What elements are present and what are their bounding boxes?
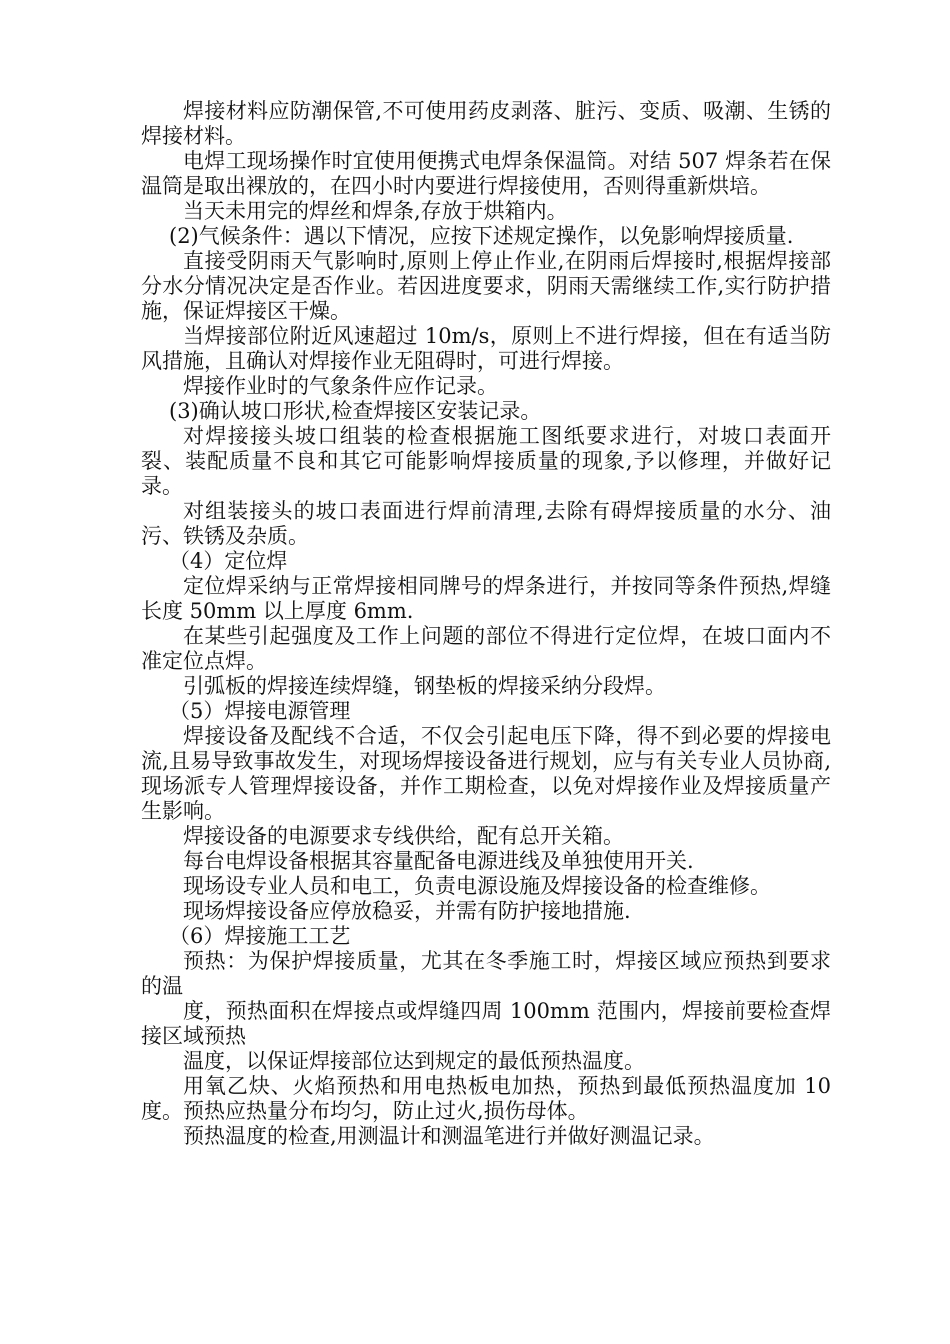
paragraph: 当焊接部位附近风速超过 10m/s，原则上不进行焊接，但在有适当防风措施，且确认对焊接作业无阻碍时，可进行焊接。 <box>141 324 831 373</box>
paragraph: 现场焊接设备应停放稳妥，并需有防护接地措施. <box>183 899 631 923</box>
paragraph: 度，预热面积在焊接点或焊缝四周 100mm 范围内，焊接前要检查焊接区域预热 <box>141 999 831 1048</box>
paragraph: 对焊接接头坡口组装的检查根据施工图纸要求进行，对坡口表面开裂、装配质量不良和其它可能影响焊接质量的现象,予以修理，并做好记录。 <box>141 424 831 498</box>
paragraph: 在某些引起强度及工作上问题的部位不得进行定位焊，在坡口面内不准定位点焊。 <box>141 624 831 673</box>
section-heading: （6）焊接施工工艺 <box>169 924 351 948</box>
section-heading: (2)气候条件：遇以下情况，应按下述规定操作，以免影响焊接质量. <box>169 224 794 248</box>
section-heading: （5）焊接电源管理 <box>169 699 351 723</box>
paragraph: 当天未用完的焊丝和焊条,存放于烘箱内。 <box>183 199 568 223</box>
paragraph: 预热温度的检查,用测温计和测温笔进行并做好测温记录。 <box>183 1124 715 1148</box>
paragraph: 直接受阴雨天气影响时,原则上停止作业,在阴雨后焊接时,根据焊接部分水分情况决定是否作业。若因进度要求，阴雨天需继续工作,实行防护措施，保证焊接区干燥。 <box>141 249 831 323</box>
paragraph: 对组装接头的坡口表面进行焊前清理,去除有碍焊接质量的水分、油污、铁锈及杂质。 <box>141 499 831 548</box>
paragraph: 定位焊采纳与正常焊接相同牌号的焊条进行，并按同等条件预热,焊缝长度 50mm 以上厚度 6mm. <box>141 574 831 623</box>
paragraph: 引弧板的焊接连续焊缝，钢垫板的焊接采纳分段焊。 <box>183 674 666 698</box>
section-heading: （4）定位焊 <box>169 549 288 573</box>
paragraph: 用氧乙炔、火焰预热和用电热板电加热，预热到最低预热温度加 10 度。预热应热量分布均匀，防止过火,损伤母体。 <box>141 1074 831 1123</box>
paragraph: 电焊工现场操作时宜使用便携式电焊条保温筒。对结 507 焊条若在保温筒是取出裸放的，在四小时内要进行焊接使用，否则得重新烘培。 <box>141 149 831 198</box>
paragraph: 每台电焊设备根据其容量配备电源进线及单独使用开关. <box>183 849 694 873</box>
paragraph: 焊接设备及配线不合适，不仅会引起电压下降，得不到必要的焊接电流,且易导致事故发生，对现场焊接设备进行规划，应与有关专业人员协商,现场派专人管理焊接设备，并作工期检查，以免对焊接作业及焊接质量产生影响。 <box>141 724 831 823</box>
paragraph: 焊接作业时的气象条件应作记录。 <box>183 374 498 398</box>
paragraph: 焊接材料应防潮保管,不可使用药皮剥落、脏污、变质、吸潮、生锈的焊接材料。 <box>141 99 831 148</box>
paragraph: 现场设专业人员和电工，负责电源设施及焊接设备的检查维修。 <box>183 874 771 898</box>
document-body <box>141 99 831 1149</box>
paragraph: 焊接设备的电源要求专线供给，配有总开关箱。 <box>183 824 624 848</box>
section-heading: (3)确认坡口形状,检查焊接区安装记录。 <box>169 399 542 423</box>
paragraph: 预热：为保护焊接质量，尤其在冬季施工时，焊接区域应预热到要求的温 <box>141 949 831 998</box>
paragraph: 温度，以保证焊接部位达到规定的最低预热温度。 <box>183 1049 645 1073</box>
